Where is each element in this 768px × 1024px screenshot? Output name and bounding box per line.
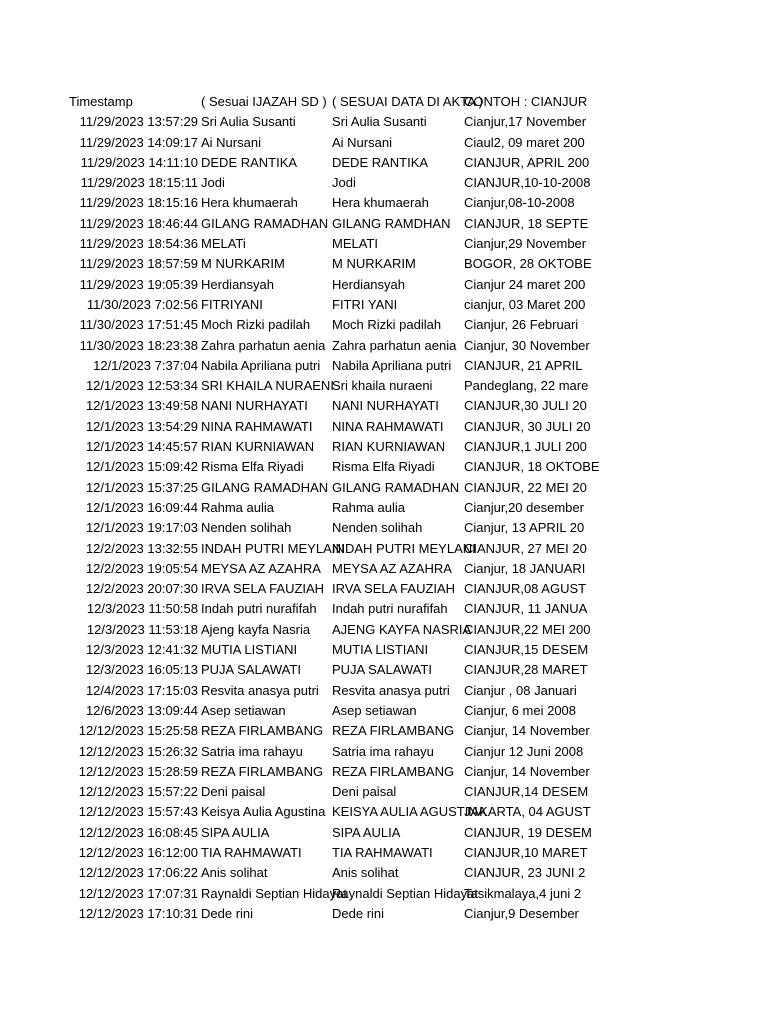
timestamp-cell: 12/6/2023 13:09:44 — [85, 702, 198, 718]
timestamp-cell: 12/2/2023 13:32:55 — [85, 540, 198, 556]
name-akta-cell: M NURKARIM — [332, 256, 416, 272]
name-akta-cell: GILANG RAMDHAN — [332, 215, 451, 231]
name-akta-cell: FITRI YANI — [332, 296, 398, 312]
timestamp-cell: 12/3/2023 11:53:18 — [86, 621, 198, 637]
table-row — [0, 518, 768, 538]
name-akta-cell: RIAN KURNIAWAN — [332, 439, 446, 455]
table-row — [0, 214, 768, 234]
birth-place-date-cell: CIANJUR, 18 SEPTE — [464, 215, 589, 231]
name-ijazah-cell: Herdiansyah — [201, 276, 274, 292]
table-row — [0, 254, 768, 274]
birth-place-date-cell: CIANJUR, 11 JANUA — [464, 601, 588, 617]
name-akta-cell: Raynaldi Septian Hidayat — [332, 885, 478, 901]
table-row — [0, 904, 768, 924]
timestamp-cell: 12/4/2023 17:15:03 — [85, 682, 198, 698]
table-row — [0, 396, 768, 416]
birth-place-date-cell: JAKARTA, 04 AGUST — [464, 804, 591, 820]
name-akta-cell: Moch Rizki padilah — [332, 317, 442, 333]
name-akta-cell: MUTIA LISTIANI — [332, 642, 429, 658]
timestamp-cell: 12/2/2023 19:05:54 — [85, 560, 198, 576]
name-ijazah-cell: Indah putri nurafifah — [201, 601, 317, 617]
timestamp-cell: 12/1/2023 15:37:25 — [85, 479, 198, 495]
name-ijazah-cell: DEDE RANTIKA — [201, 154, 298, 170]
timestamp-cell: 11/30/2023 17:51:45 — [79, 317, 198, 333]
table-row — [0, 559, 768, 579]
table-row — [0, 417, 768, 437]
name-akta-cell: Deni paisal — [332, 784, 397, 800]
birth-place-date-cell: CIANJUR,14 DESEM — [464, 784, 589, 800]
timestamp-cell: 12/12/2023 16:12:00 — [78, 844, 198, 860]
name-akta-cell: Nabila Apriliana putri — [332, 357, 452, 373]
spreadsheet-table — [0, 92, 768, 924]
table-row — [0, 173, 768, 193]
timestamp-cell: 12/12/2023 15:28:59 — [78, 763, 198, 779]
name-ijazah-cell: Deni paisal — [201, 784, 266, 800]
timestamp-cell: 11/29/2023 19:05:39 — [79, 276, 198, 292]
birth-place-date-cell: Cianjur, 30 November — [464, 337, 590, 353]
table-row — [0, 884, 768, 904]
birth-place-date-cell: CIANJUR,08 AGUST — [464, 581, 587, 597]
header-timestamp: Timestamp — [69, 94, 133, 109]
timestamp-cell: 11/29/2023 18:54:36 — [79, 236, 198, 252]
birth-place-date-cell: CIANJUR, 21 APRIL — [464, 357, 583, 373]
name-ijazah-cell: Resvita anasya putri — [201, 682, 319, 698]
header-name-ijazah: ( Sesuai IJAZAH SD ) — [201, 94, 327, 109]
header-row — [0, 92, 768, 112]
birth-place-date-cell: Cianjur,17 November — [464, 114, 587, 130]
birth-place-date-cell: CIANJUR,30 JULI 20 — [464, 398, 587, 414]
name-akta-cell: Herdiansyah — [332, 276, 405, 292]
timestamp-cell: 12/12/2023 15:57:43 — [78, 804, 198, 820]
name-ijazah-cell: RIAN KURNIAWAN — [201, 439, 315, 455]
birth-place-date-cell: Cianjur , 08 Januari — [464, 682, 577, 698]
birth-place-date-cell: Cianjur, 18 JANUARI — [464, 560, 586, 576]
name-akta-cell: MELATI — [332, 236, 378, 252]
timestamp-cell: 12/12/2023 15:57:22 — [78, 784, 198, 800]
header-name-akta: ( SESUAI DATA DI AKTA ) — [332, 94, 483, 109]
name-akta-cell: INDAH PUTRI MEYLANI — [332, 540, 476, 556]
table-row — [0, 742, 768, 762]
name-ijazah-cell: Sri Aulia Susanti — [201, 114, 296, 130]
table-row — [0, 762, 768, 782]
table-row — [0, 336, 768, 356]
timestamp-cell: 12/12/2023 15:26:32 — [78, 743, 198, 759]
birth-place-date-cell: Cianjur,29 November — [464, 236, 587, 252]
table-row — [0, 660, 768, 680]
table-body — [0, 112, 768, 924]
timestamp-cell: 11/30/2023 18:23:38 — [79, 337, 198, 353]
table-row — [0, 295, 768, 315]
timestamp-cell: 12/1/2023 12:53:34 — [85, 378, 198, 394]
name-akta-cell: TIA RAHMAWATI — [332, 844, 433, 860]
timestamp-cell: 12/12/2023 17:10:31 — [78, 905, 198, 921]
birth-place-date-cell: cianjur, 03 Maret 200 — [464, 296, 586, 312]
birth-place-date-cell: Cianjur,20 desember — [464, 499, 584, 515]
birth-place-date-cell: Pandeglang, 22 mare — [464, 378, 589, 394]
table-row — [0, 863, 768, 883]
table-row — [0, 498, 768, 518]
table-row — [0, 478, 768, 498]
name-ijazah-cell: REZA FIRLAMBANG — [201, 723, 324, 739]
name-akta-cell: Resvita anasya putri — [332, 682, 450, 698]
table-row — [0, 539, 768, 559]
name-ijazah-cell: Zahra parhatun aenia — [201, 337, 326, 353]
table-row — [0, 133, 768, 153]
birth-place-date-cell: Cianjur,9 Desember — [464, 905, 579, 921]
table-row — [0, 437, 768, 457]
timestamp-cell: 12/1/2023 14:45:57 — [85, 439, 198, 455]
birth-place-date-cell: CIANJUR,10 MARET — [464, 844, 588, 860]
name-ijazah-cell: Ajeng kayfa Nasria — [201, 621, 311, 637]
name-akta-cell: Sri Aulia Susanti — [332, 114, 427, 130]
table-row — [0, 843, 768, 863]
table-row — [0, 275, 768, 295]
table-row — [0, 376, 768, 396]
name-ijazah-cell: SIPA AULIA — [201, 824, 270, 840]
table-row — [0, 599, 768, 619]
birth-place-date-cell: Cianjur,08-10-2008 — [464, 195, 575, 211]
name-ijazah-cell: Nenden solihah — [201, 520, 292, 536]
name-akta-cell: AJENG KAYFA NASRIA — [332, 621, 472, 637]
table-row — [0, 112, 768, 132]
birth-place-date-cell: Cianjur, 13 APRIL 20 — [464, 520, 585, 536]
name-ijazah-cell: Asep setiawan — [201, 702, 286, 718]
header-birth-place-date: CONTOH : CIANJUR — [464, 94, 588, 109]
name-ijazah-cell: Dede rini — [201, 905, 254, 921]
name-akta-cell: Nenden solihah — [332, 520, 423, 536]
name-ijazah-cell: REZA FIRLAMBANG — [201, 763, 324, 779]
name-ijazah-cell: Satria ima rahayu — [201, 743, 303, 759]
timestamp-cell: 11/29/2023 14:11:10 — [80, 154, 198, 170]
birth-place-date-cell: Cianjur 24 maret 200 — [464, 276, 586, 292]
name-ijazah-cell: Rahma aulia — [201, 499, 274, 515]
name-akta-cell: IRVA SELA FAUZIAH — [332, 581, 456, 597]
table-row — [0, 579, 768, 599]
name-ijazah-cell: TIA RAHMAWATI — [201, 844, 302, 860]
table-row — [0, 721, 768, 741]
birth-place-date-cell: CIANJUR,28 MARET — [464, 662, 588, 678]
name-ijazah-cell: Risma Elfa Riyadi — [201, 459, 304, 475]
name-akta-cell: Sri khaila nuraeni — [332, 378, 433, 394]
name-ijazah-cell: MEYSA AZ AZAHRA — [201, 560, 321, 576]
timestamp-cell: 11/29/2023 18:15:16 — [79, 195, 198, 211]
birth-place-date-cell: CIANJUR, 19 DESEM — [464, 824, 592, 840]
birth-place-date-cell: CIANJUR, APRIL 200 — [464, 154, 590, 170]
table-row — [0, 701, 768, 721]
name-akta-cell: SIPA AULIA — [332, 824, 401, 840]
table-row — [0, 457, 768, 477]
timestamp-cell: 11/29/2023 18:15:11 — [80, 175, 198, 191]
timestamp-cell: 12/3/2023 16:05:13 — [85, 662, 198, 678]
name-ijazah-cell: Jodi — [201, 175, 225, 191]
timestamp-cell: 12/1/2023 13:49:58 — [85, 398, 198, 414]
name-ijazah-cell: Nabila Apriliana putri — [201, 357, 321, 373]
timestamp-cell: 12/1/2023 7:37:04 — [93, 357, 198, 373]
birth-place-date-cell: CIANJUR,22 MEI 200 — [464, 621, 591, 637]
timestamp-cell: 12/1/2023 13:54:29 — [85, 418, 198, 434]
name-akta-cell: Asep setiawan — [332, 702, 417, 718]
table-row — [0, 802, 768, 822]
timestamp-cell: 11/29/2023 13:57:29 — [79, 114, 198, 130]
timestamp-cell: 11/30/2023 7:02:56 — [86, 296, 198, 312]
name-akta-cell: NINA RAHMAWATI — [332, 418, 444, 434]
name-ijazah-cell: Hera khumaerah — [201, 195, 298, 211]
timestamp-cell: 12/1/2023 19:17:03 — [85, 520, 198, 536]
name-ijazah-cell: INDAH PUTRI MEYLANI — [201, 540, 345, 556]
name-ijazah-cell: GILANG RAMADHAN — [201, 479, 329, 495]
birth-place-date-cell: CIANJUR, 22 MEI 20 — [464, 479, 587, 495]
name-ijazah-cell: SRI KHAILA NURAENI — [201, 378, 334, 394]
name-akta-cell: KEISYA AULIA AGUSTINA — [332, 804, 487, 820]
timestamp-cell: 12/12/2023 16:08:45 — [78, 824, 198, 840]
timestamp-cell: 12/2/2023 20:07:30 — [85, 581, 198, 597]
name-ijazah-cell: GILANG RAMADHAN — [201, 215, 329, 231]
name-ijazah-cell: MUTIA LISTIANI — [201, 642, 298, 658]
table-row — [0, 315, 768, 335]
table-row — [0, 153, 768, 173]
name-akta-cell: PUJA SALAWATI — [332, 662, 432, 678]
timestamp-cell: 12/1/2023 15:09:42 — [85, 459, 198, 475]
name-akta-cell: MEYSA AZ AZAHRA — [332, 560, 452, 576]
name-ijazah-cell: FITRIYANI — [201, 296, 263, 312]
name-akta-cell: Indah putri nurafifah — [332, 601, 448, 617]
name-ijazah-cell: Raynaldi Septian Hidayat — [201, 885, 347, 901]
name-ijazah-cell: M NURKARIM — [201, 256, 285, 272]
name-akta-cell: Risma Elfa Riyadi — [332, 459, 435, 475]
name-akta-cell: Rahma aulia — [332, 499, 405, 515]
birth-place-date-cell: Cianjur, 26 Februari — [464, 317, 579, 333]
name-akta-cell: GILANG RAMADHAN — [332, 479, 460, 495]
table-row — [0, 234, 768, 254]
timestamp-cell: 12/12/2023 17:06:22 — [78, 865, 198, 881]
timestamp-cell: 12/3/2023 11:50:58 — [86, 601, 198, 617]
name-akta-cell: Ai Nursani — [332, 134, 392, 150]
birth-place-date-cell: CIANJUR, 27 MEI 20 — [464, 540, 587, 556]
name-ijazah-cell: NANI NURHAYATI — [201, 398, 308, 414]
name-akta-cell: NANI NURHAYATI — [332, 398, 439, 414]
name-ijazah-cell: Anis solihat — [201, 865, 268, 881]
name-ijazah-cell: Ai Nursani — [201, 134, 261, 150]
name-akta-cell: DEDE RANTIKA — [332, 154, 429, 170]
timestamp-cell: 12/12/2023 15:25:58 — [78, 723, 198, 739]
birth-place-date-cell: CIANJUR,1 JULI 200 — [464, 439, 587, 455]
birth-place-date-cell: Cianjur 12 Juni 2008 — [464, 743, 584, 759]
timestamp-cell: 11/29/2023 18:46:44 — [79, 215, 198, 231]
timestamp-cell: 12/1/2023 16:09:44 — [85, 499, 198, 515]
table-row — [0, 782, 768, 802]
birth-place-date-cell: Cianjur, 6 mei 2008 — [464, 702, 577, 718]
table-row — [0, 640, 768, 660]
birth-place-date-cell: Tasikmalaya,4 juni 2 — [464, 885, 582, 901]
birth-place-date-cell: Cianjur, 14 November — [464, 723, 590, 739]
name-akta-cell: Zahra parhatun aenia — [332, 337, 457, 353]
birth-place-date-cell: CIANJUR,15 DESEM — [464, 642, 589, 658]
birth-place-date-cell: CIANJUR, 30 JULI 20 — [464, 418, 591, 434]
timestamp-cell: 11/29/2023 14:09:17 — [79, 134, 198, 150]
name-akta-cell: Dede rini — [332, 905, 385, 921]
birth-place-date-cell: Ciaul2, 09 maret 200 — [464, 134, 585, 150]
name-ijazah-cell: Keisya Aulia Agustina — [201, 804, 326, 820]
name-ijazah-cell: MELATi — [201, 236, 246, 252]
name-akta-cell: Anis solihat — [332, 865, 399, 881]
name-ijazah-cell: IRVA SELA FAUZIAH — [201, 581, 325, 597]
name-ijazah-cell: PUJA SALAWATI — [201, 662, 301, 678]
name-akta-cell: REZA FIRLAMBANG — [332, 763, 455, 779]
table-row — [0, 193, 768, 213]
birth-place-date-cell: Cianjur, 14 November — [464, 763, 590, 779]
name-akta-cell: REZA FIRLAMBANG — [332, 723, 455, 739]
timestamp-cell: 11/29/2023 18:57:59 — [79, 256, 198, 272]
name-akta-cell: Hera khumaerah — [332, 195, 429, 211]
table-row — [0, 823, 768, 843]
birth-place-date-cell: CIANJUR,10-10-2008 — [464, 175, 591, 191]
birth-place-date-cell: BOGOR, 28 OKTOBE — [464, 256, 592, 272]
table-row — [0, 681, 768, 701]
name-ijazah-cell: NINA RAHMAWATI — [201, 418, 313, 434]
name-akta-cell: Satria ima rahayu — [332, 743, 434, 759]
birth-place-date-cell: CIANJUR, 18 OKTOBE — [464, 459, 600, 475]
name-akta-cell: Jodi — [332, 175, 356, 191]
name-ijazah-cell: Moch Rizki padilah — [201, 317, 311, 333]
table-row — [0, 356, 768, 376]
table-row — [0, 620, 768, 640]
timestamp-cell: 12/3/2023 12:41:32 — [85, 642, 198, 658]
birth-place-date-cell: CIANJUR, 23 JUNI 2 — [464, 865, 586, 881]
timestamp-cell: 12/12/2023 17:07:31 — [78, 885, 198, 901]
